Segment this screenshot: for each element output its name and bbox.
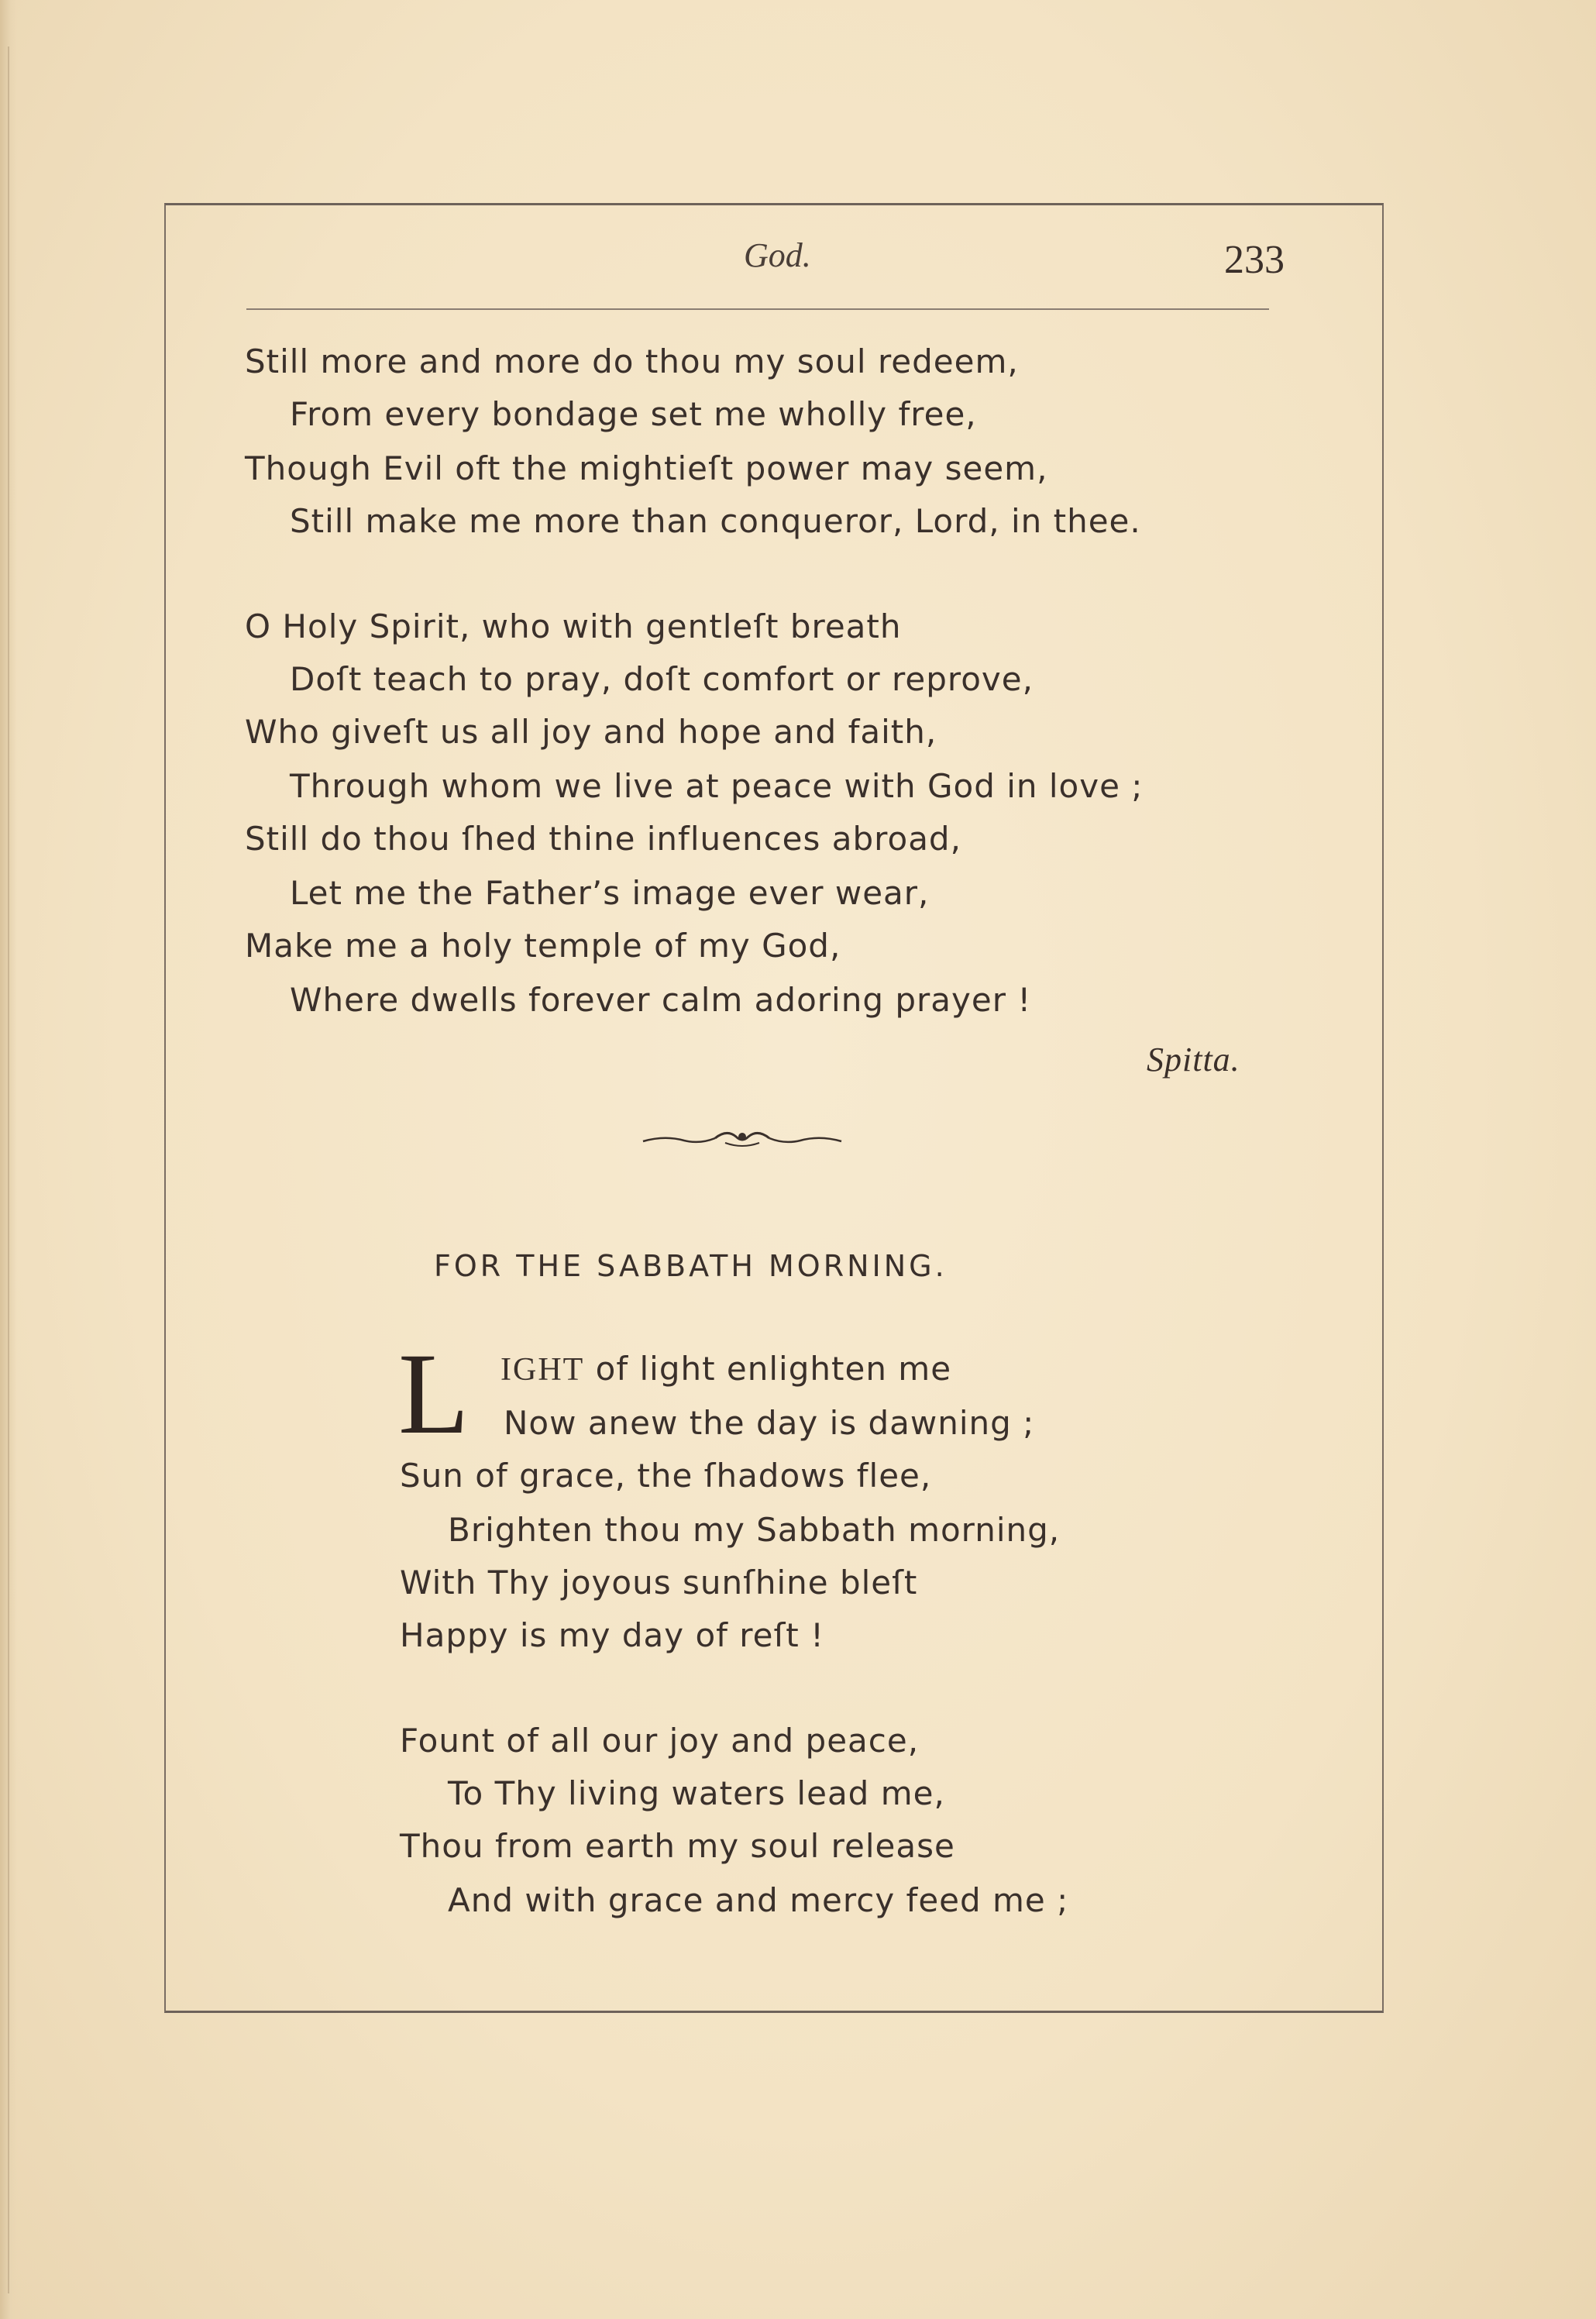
poem-1-attribution: Spitta.	[1147, 1041, 1240, 1079]
dropcap: L	[398, 1330, 470, 1458]
poem-1-line: From every bondage set me wholly free,	[290, 395, 977, 433]
poem-2-first-line	[500, 1350, 951, 1388]
poem-1-line: Where dwells forever calm adoring prayer !	[290, 981, 1032, 1019]
poem-1-line: Who giveſt us all joy and hope and faith,	[245, 713, 937, 751]
poem-2-line: Thou from earth my soul release	[400, 1827, 955, 1865]
poem-1-line: Make me a holy temple of my God,	[245, 927, 841, 965]
poem-1-line: Through whom we live at peace with God in love ;	[290, 767, 1144, 805]
poem-2-line: Sun of grace, the ſhadows flee,	[400, 1457, 932, 1495]
first-word-smallcaps: IGHT	[500, 1352, 585, 1388]
poem-1-line: Though Evil oft the mightieſt power may seem,	[245, 449, 1048, 487]
poem-2-line: Happy is my day of reſt !	[400, 1616, 824, 1654]
poem-2-line: With Thy joyous sunſhine bleſt	[400, 1564, 918, 1602]
poem-1-line: Still do thou ſhed thine influences abroad,	[245, 820, 961, 858]
ornamental-divider-icon	[641, 1127, 843, 1151]
poem-2-line: Fount of all our joy and peace,	[400, 1722, 920, 1760]
poem-2-line: Brighten thou my Sabbath morning,	[448, 1511, 1061, 1549]
poem-2-line: To Thy living waters lead me,	[448, 1774, 945, 1812]
poem-2-line: Now anew the day is dawning ;	[504, 1404, 1035, 1442]
first-line-rest: of light enlighten me	[584, 1350, 952, 1388]
poem-1-line: Still make me more than conqueror, Lord, in thee.	[290, 502, 1141, 540]
poem-2-title: FOR THE SABBATH MORNING.	[434, 1249, 948, 1283]
poem-1-line: Doſt teach to pray, doſt comfort or reprove,	[290, 660, 1034, 698]
running-head: God.	[744, 236, 811, 274]
poem-1-line: O Holy Spirit, who with gentleſt breath	[245, 607, 902, 645]
poem-1-line: Still more and more do thou my soul redeem,	[245, 342, 1019, 380]
binding-line	[8, 46, 9, 2293]
header-rule	[246, 308, 1269, 310]
poem-1-line: Let me the Father’s image ever wear,	[290, 874, 930, 912]
poem-2-line: And with grace and mercy feed me ;	[448, 1881, 1069, 1919]
page-number: 233	[1224, 238, 1285, 282]
